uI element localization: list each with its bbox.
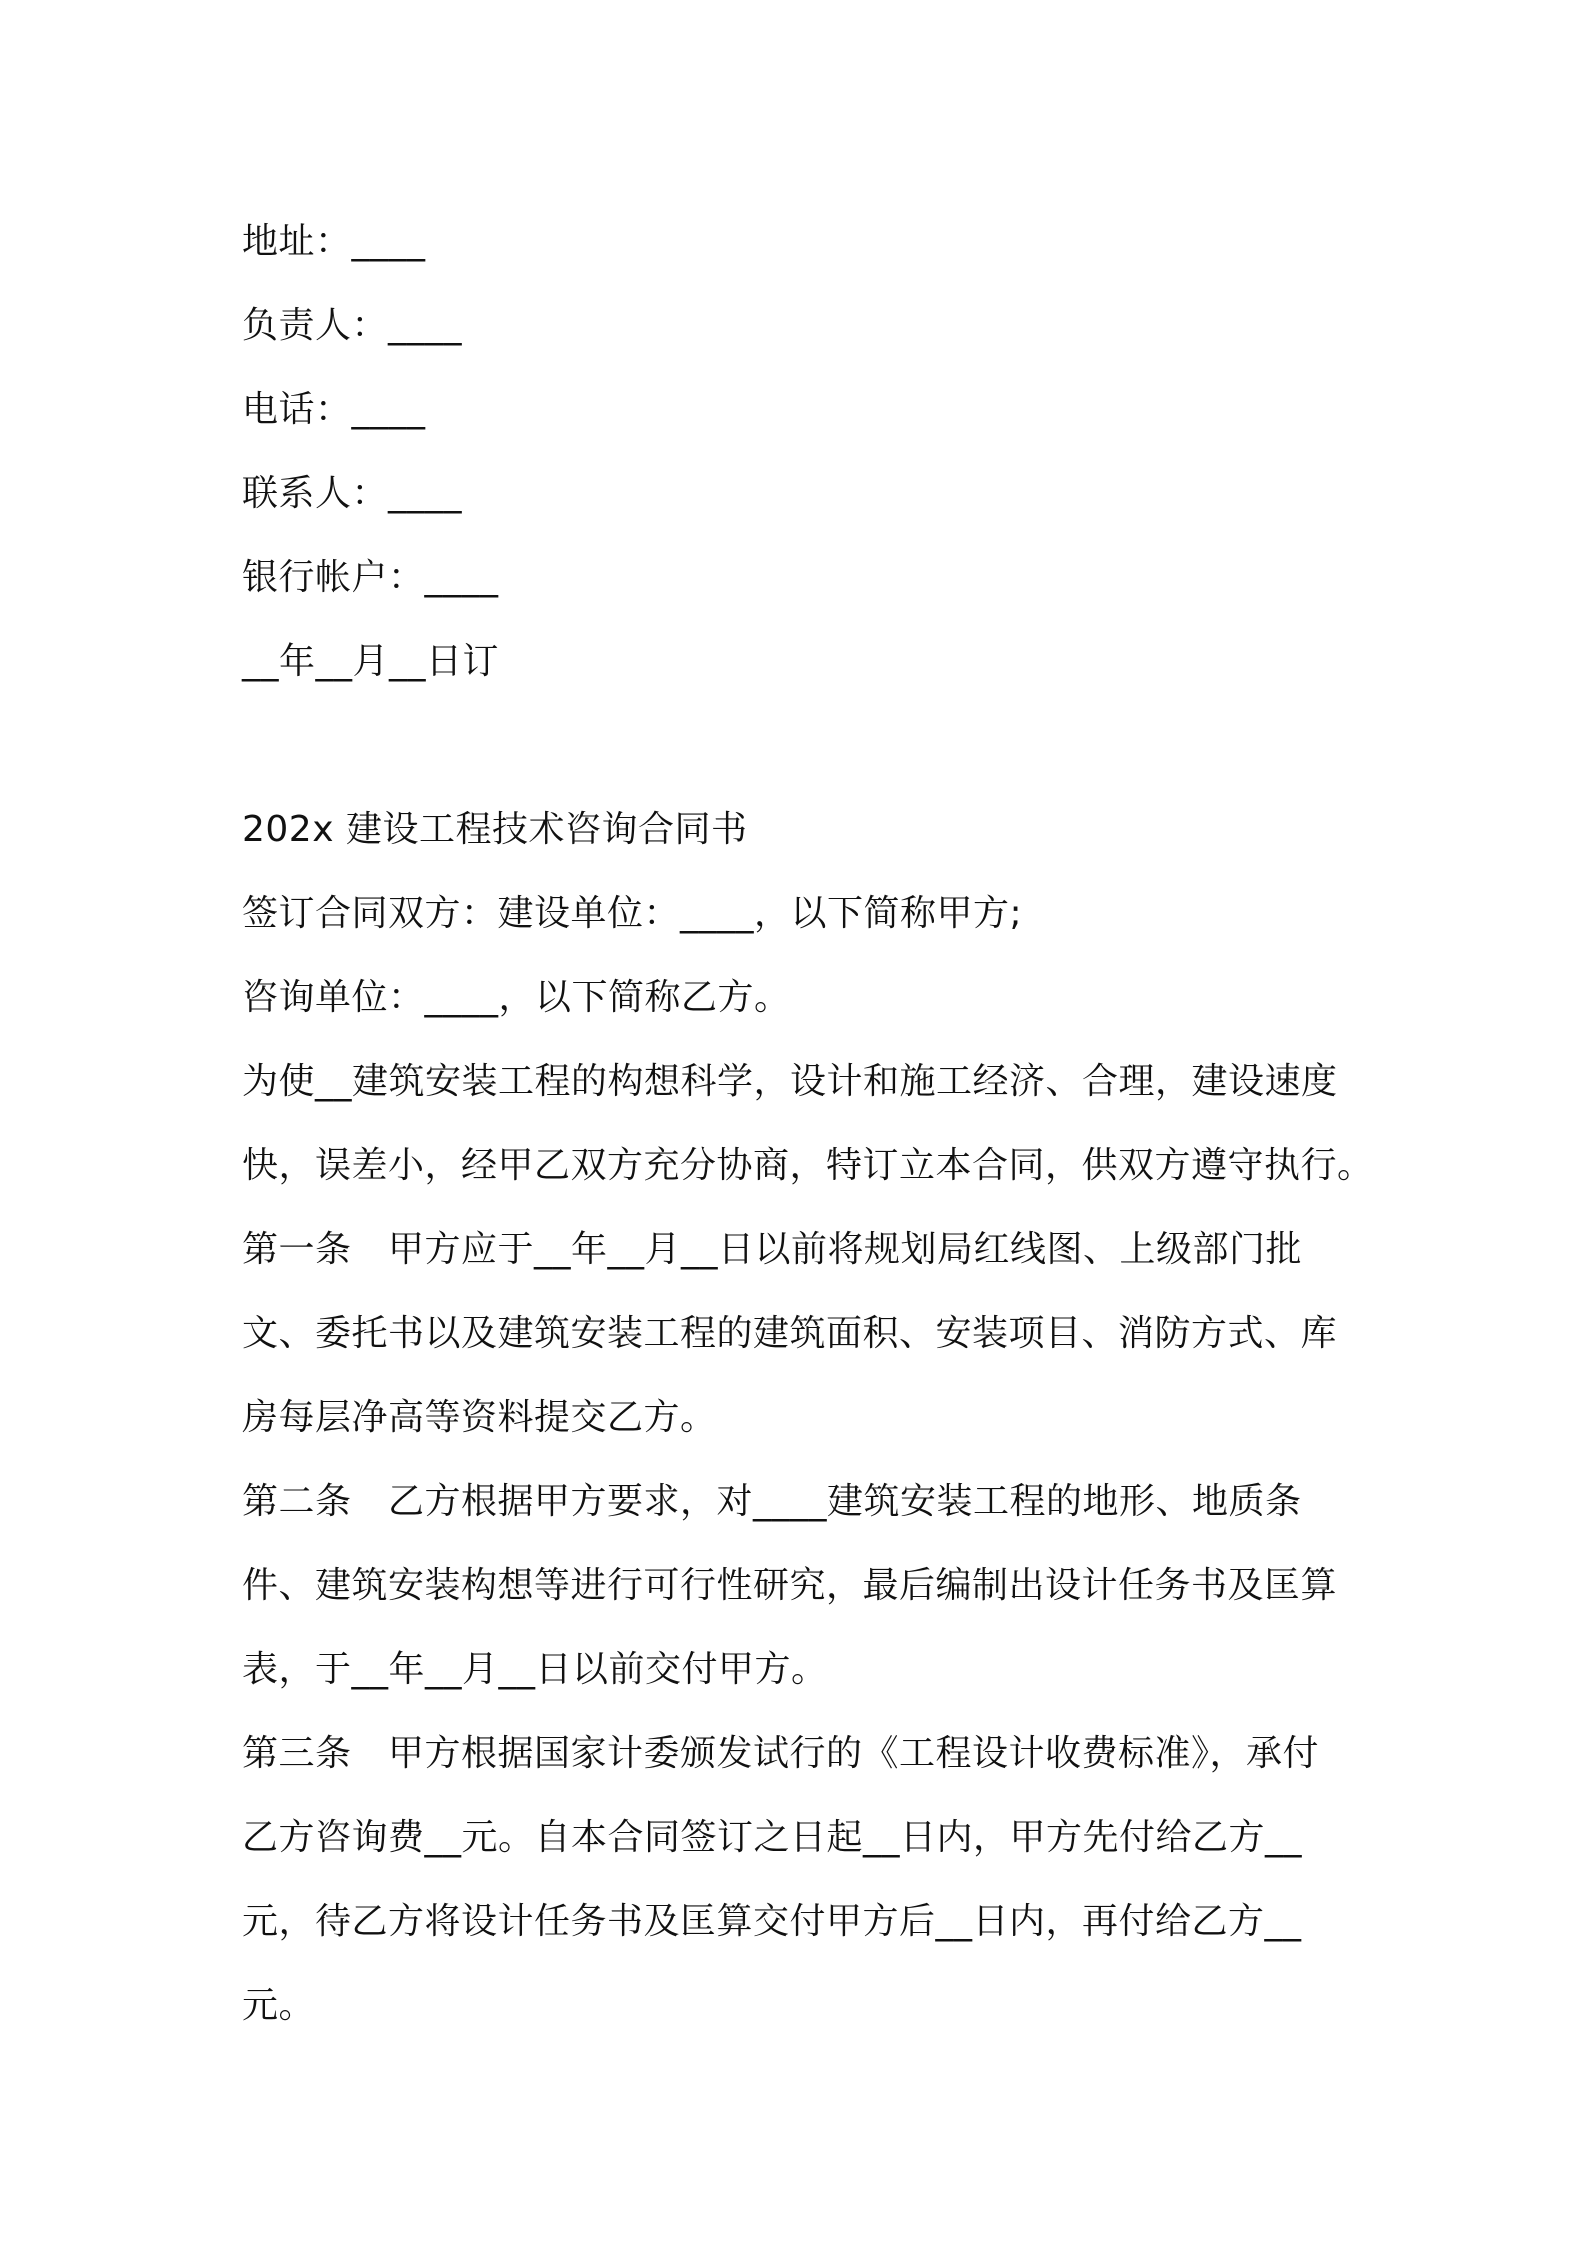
article-2-line: 表，于__年__月__日以前交付甲方。 (242, 1649, 828, 1690)
article-2 (242, 1460, 1362, 1712)
address-field: 地址：____ (242, 221, 426, 262)
intro-line: 为使__建筑安装工程的构想科学，设计和施工经济、合理，建设速度 (242, 1061, 1338, 1102)
bank-account-field: 银行帐户：____ (242, 557, 499, 598)
contact-person-field: 联系人：____ (242, 473, 463, 514)
article-2-line: 第二条 乙方根据甲方要求，对____建筑安装工程的地形、地质条 (242, 1481, 1302, 1522)
party-line: 签订合同双方：建设单位：____，以下简称甲方; (242, 893, 1023, 934)
document-body (242, 200, 1374, 2048)
article-1-line: 文、委托书以及建筑安装工程的建筑面积、安装项目、消防方式、库 (242, 1313, 1338, 1354)
article-3-line: 乙方咨询费__元。自本合同签订之日起__日内，甲方先付给乙方__ (242, 1817, 1303, 1858)
article-2-line: 件、建筑安装构想等进行可行性研究，最后编制出设计任务书及匡算 (242, 1565, 1338, 1606)
article-3-line: 第三条 甲方根据国家计委颁发试行的《工程设计收费标准》，承付 (242, 1733, 1320, 1774)
article-3 (242, 1712, 1362, 2048)
contract-intro (242, 1040, 1374, 1208)
contract-parties (242, 872, 1362, 1040)
party-line: 咨询单位：____，以下简称乙方。 (242, 977, 791, 1018)
article-1-line: 房每层净高等资料提交乙方。 (242, 1397, 717, 1438)
section-gap (242, 704, 1362, 788)
contract-title: 202x 建设工程技术咨询合同书 (242, 809, 748, 850)
article-1 (242, 1208, 1362, 1460)
intro-line: 快，误差小，经甲乙双方充分协商，特订立本合同，供双方遵守执行。 (242, 1145, 1374, 1186)
responsible-person-field: 负责人：____ (242, 305, 463, 346)
signing-date-field: __年__月__日订 (242, 641, 500, 682)
phone-field: 电话：____ (242, 389, 426, 430)
article-3-line: 元，待乙方将设计任务书及匡算交付甲方后__日内，再付给乙方__ (242, 1901, 1302, 1942)
header-fields (242, 200, 1362, 704)
article-3-line: 元。 (242, 1985, 316, 2026)
article-1-line: 第一条 甲方应于__年__月__日以前将规划局红线图、上级部门批 (242, 1229, 1303, 1270)
